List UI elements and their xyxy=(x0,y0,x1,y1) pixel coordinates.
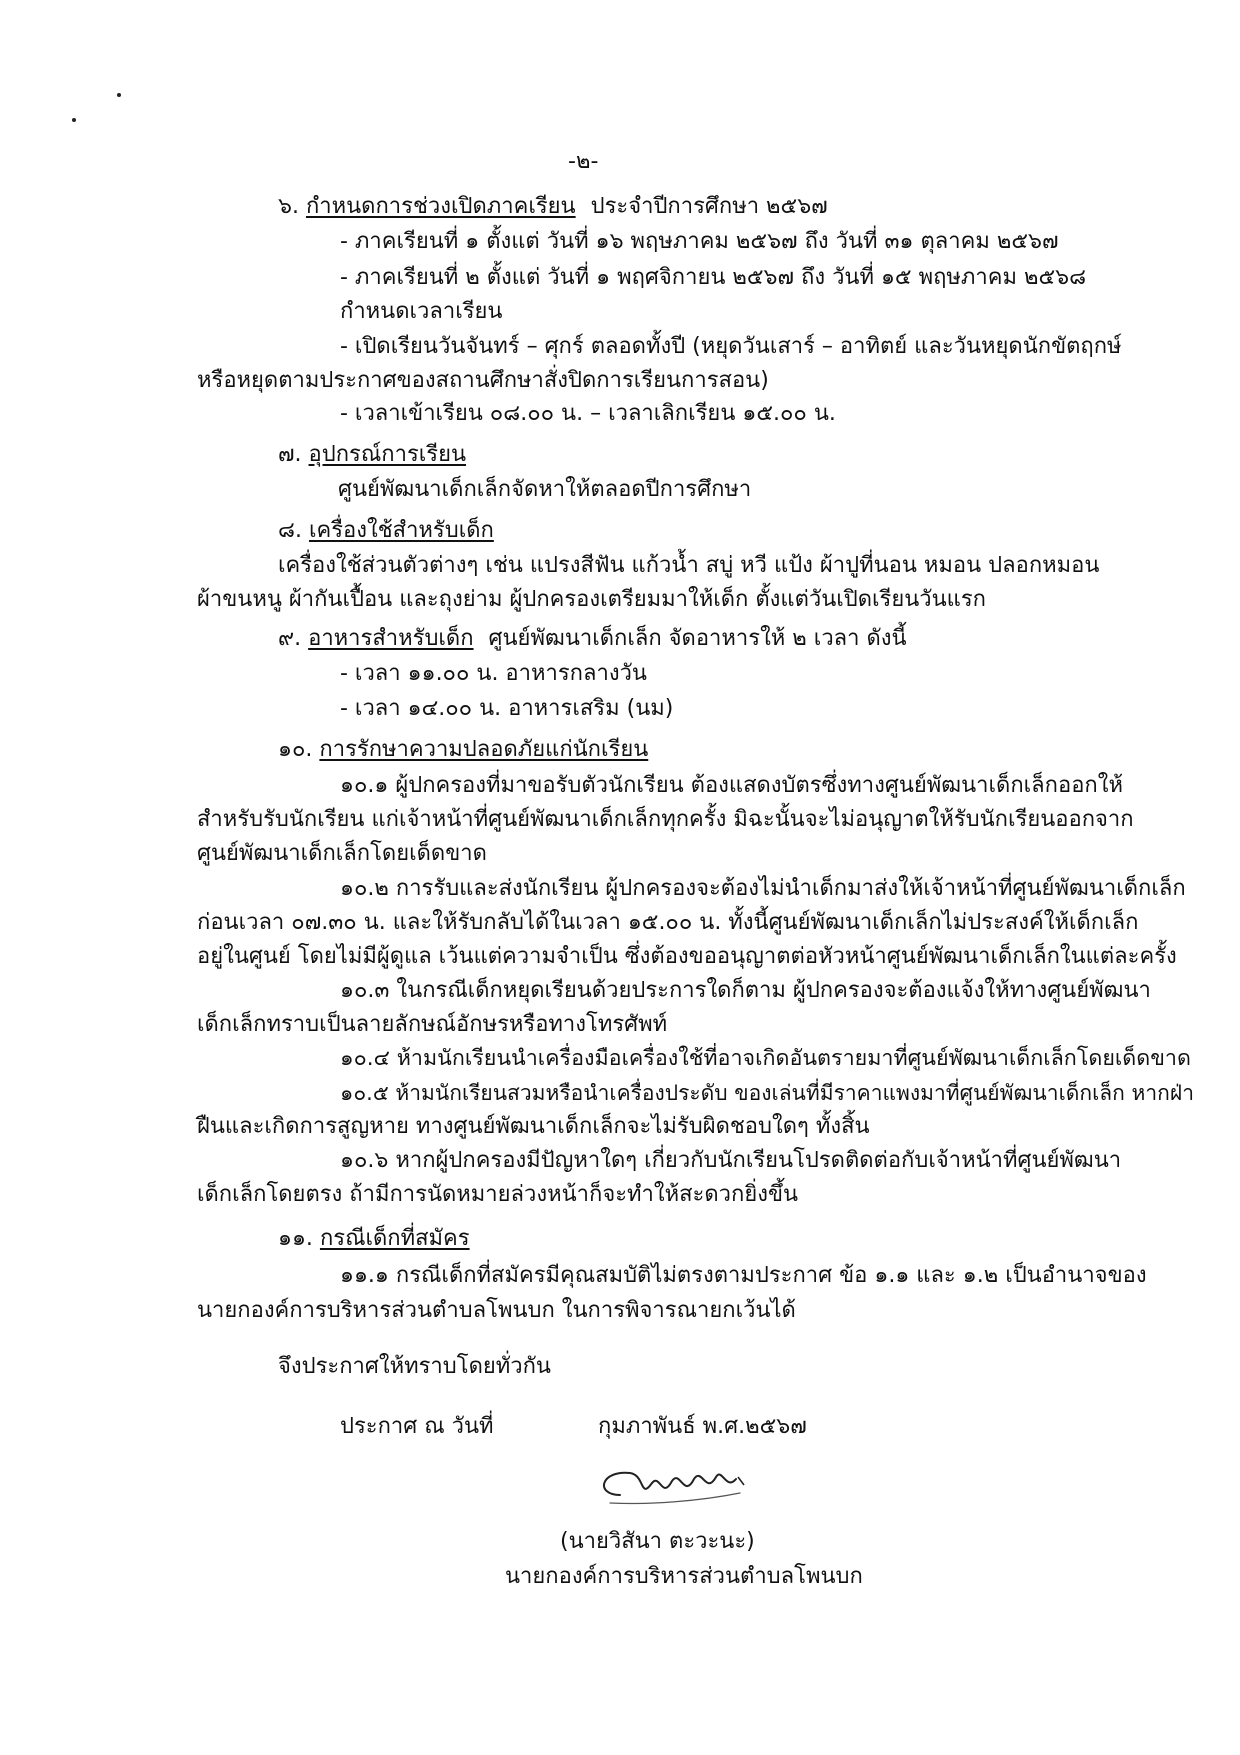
section-title: อุปกรณ์การเรียน xyxy=(308,442,467,467)
signer-name: (นายวิสันา ตะวะนะ) xyxy=(560,1529,755,1554)
clause-10-1-line: สำหรับรับนักเรียน แก่เจ้าหน้าที่ศูนย์พัฒนาเด็กเล็กทุกครั้ง มิฉะนั้นจะไม่อนุญาตให้รับนักเรียนออกจาก xyxy=(197,807,1134,832)
announcement-date-label: ประกาศ ณ วันที่ xyxy=(340,1414,494,1439)
section-number: ๙. xyxy=(278,626,302,651)
clause-10-2-line: ๑๐.๒ การรับและส่งนักเรียน ผู้ปกครองจะต้องไม่นำเด็กมาส่งให้เจ้าหน้าที่ศูนย์พัฒนาเด็กเล็ก xyxy=(340,876,1186,901)
section-10-heading xyxy=(278,736,648,764)
section-title: อาหารสำหรับเด็ก xyxy=(308,626,474,651)
term-1-line: - ภาคเรียนที่ ๑ ตั้งแต่ วันที่ ๑๖ พฤษภาคม ๒๕๖๗ ถึง วันที่ ๓๑ ตุลาคม ๒๕๖๗ xyxy=(340,229,1059,254)
open-days-line: - เปิดเรียนวันจันทร์ – ศุกร์ ตลอดทั้งปี (หยุดวันเสาร์ – อาทิตย์ และวันหยุดนักขัตฤกษ์ xyxy=(340,334,1122,359)
section-number: ๘. xyxy=(278,518,302,543)
section-7-body: ศูนย์พัฒนาเด็กเล็กจัดหาให้ตลอดปีการศึกษา xyxy=(338,477,752,502)
section-8-body-line: ผ้าขนหนู ผ้ากันเปื้อน และถุงย่าม ผู้ปกครองเตรียมมาให้เด็ก ตั้งแต่วันเปิดเรียนวันแรก xyxy=(197,587,987,612)
scan-speck xyxy=(117,93,121,97)
section-8-body-line: เครื่องใช้ส่วนตัวต่างๆ เช่น แปรงสีฟัน แก้วน้ำ สบู่ หวี แป้ง ผ้าปูที่นอน หมอน ปลอกหมอน xyxy=(278,553,1100,578)
section-9-heading xyxy=(278,625,907,653)
section-number: ๑๐. xyxy=(278,737,313,762)
section-title-tail: ศูนย์พัฒนาเด็กเล็ก จัดอาหารให้ ๒ เวลา ดังนี้ xyxy=(488,626,907,651)
signature-image xyxy=(590,1455,760,1525)
section-title: เครื่องใช้สำหรับเด็ก xyxy=(308,518,494,543)
section-title: กำหนดการช่วงเปิดภาคเรียน xyxy=(305,194,576,219)
clause-10-5-line: ฝืนและเกิดการสูญหาย ทางศูนย์พัฒนาเด็กเล็กจะไม่รับผิดชอบใดๆ ทั้งสิ้น xyxy=(197,1114,870,1139)
clause-11-1-line: นายกองค์การบริหารส่วนตำบลโพนบก ในการพิจารณายกเว้นได้ xyxy=(197,1298,796,1323)
schedule-title: กำหนดเวลาเรียน xyxy=(340,299,503,324)
term-2-line: - ภาคเรียนที่ ๒ ตั้งแต่ วันที่ ๑ พฤศจิกายน ๒๕๖๗ ถึง วันที่ ๑๕ พฤษภาคม ๒๕๖๘ xyxy=(340,265,1087,290)
clause-11-1-line: ๑๑.๑ กรณีเด็กที่สมัครมีคุณสมบัติไม่ตรงตามประกาศ ข้อ ๑.๑ และ ๑.๒ เป็นอำนาจของ xyxy=(340,1263,1147,1288)
clause-10-1-line: ๑๐.๑ ผู้ปกครองที่มาขอรับตัวนักเรียน ต้องแสดงบัตรซึ่งทางศูนย์พัฒนาเด็กเล็กออกให้ xyxy=(340,773,1123,798)
open-days-line-cont: หรือหยุดตามประกาศของสถานศึกษาสั่งปิดการเรียนการสอน) xyxy=(197,368,769,393)
section-7-heading xyxy=(278,441,466,469)
announcement-line: จึงประกาศให้ทราบโดยทั่วกัน xyxy=(278,1354,551,1379)
clause-10-2-line: อยู่ในศูนย์ โดยไม่มีผู้ดูแล เว้นแต่ความจำเป็น ซึ่งต้องขออนุญาตต่อหัวหน้าศูนย์พัฒนาเด็กเล็กในแต่ละครั้ง xyxy=(197,944,1177,969)
section-11-heading xyxy=(278,1225,470,1253)
section-title: กรณีเด็กที่สมัคร xyxy=(319,1226,470,1251)
clause-10-4-line: ๑๐.๔ ห้ามนักเรียนนำเครื่องมือเครื่องใช้ที่อาจเกิดอันตรายมาที่ศูนย์พัฒนาเด็กเล็กโดยเด็ดขาด xyxy=(340,1046,1191,1071)
scan-speck xyxy=(72,118,76,122)
signer-title: นายกองค์การบริหารส่วนตำบลโพนบก xyxy=(505,1564,863,1589)
clause-10-6-line: ๑๐.๖ หากผู้ปกครองมีปัญหาใดๆ เกี่ยวกับนักเรียนโปรดติดต่อกับเจ้าหน้าที่ศูนย์พัฒนา xyxy=(340,1148,1122,1173)
section-title: การรักษาความปลอดภัยแก่นักเรียน xyxy=(319,737,649,762)
meal-line: - เวลา ๑๑.๐๐ น. อาหารกลางวัน xyxy=(340,661,647,686)
section-number: ๖. xyxy=(278,194,299,219)
section-number: ๗. xyxy=(278,442,302,467)
clause-10-3-line: ๑๐.๓ ในกรณีเด็กหยุดเรียนด้วยประการใดก็ตาม ผู้ปกครองจะต้องแจ้งให้ทางศูนย์พัฒนา xyxy=(340,978,1151,1003)
announcement-date-value: กุมภาพันธ์ พ.ศ.๒๕๖๗ xyxy=(598,1414,807,1439)
clause-10-6-line: เด็กเล็กโดยตรง ถ้ามีการนัดหมายล่วงหน้าก็จะทำให้สะดวกยิ่งขึ้น xyxy=(197,1182,799,1207)
section-number: ๑๑. xyxy=(278,1226,313,1251)
meal-line: - เวลา ๑๔.๐๐ น. อาหารเสริม (นม) xyxy=(340,696,674,721)
clause-10-2-line: ก่อนเวลา ๐๗.๓๐ น. และให้รับกลับได้ในเวลา ๑๕.๐๐ น. ทั้งนี้ศูนย์พัฒนาเด็กเล็กไม่ประสงค์ให้เด็กเล็ก xyxy=(197,910,1139,935)
section-title-tail: ประจำปีการศึกษา ๒๕๖๗ xyxy=(590,194,828,219)
section-6-heading xyxy=(278,193,828,221)
clause-10-3-line: เด็กเล็กทราบเป็นลายลักษณ์อักษรหรือทางโทรศัพท์ xyxy=(197,1012,668,1037)
clause-10-1-line: ศูนย์พัฒนาเด็กเล็กโดยเด็ดขาด xyxy=(197,841,487,866)
school-times-line: - เวลาเข้าเรียน ๐๘.๐๐ น. – เวลาเลิกเรียน ๑๕.๐๐ น. xyxy=(340,401,836,426)
page-number: -๒- xyxy=(568,149,599,174)
clause-10-5-line: ๑๐.๕ ห้ามนักเรียนสวมหรือนำเครื่องประดับ ของเล่นที่มีราคาแพงมาที่ศูนย์พัฒนาเด็กเล็ก หากฝ่า xyxy=(340,1081,1194,1105)
section-8-heading xyxy=(278,517,494,545)
